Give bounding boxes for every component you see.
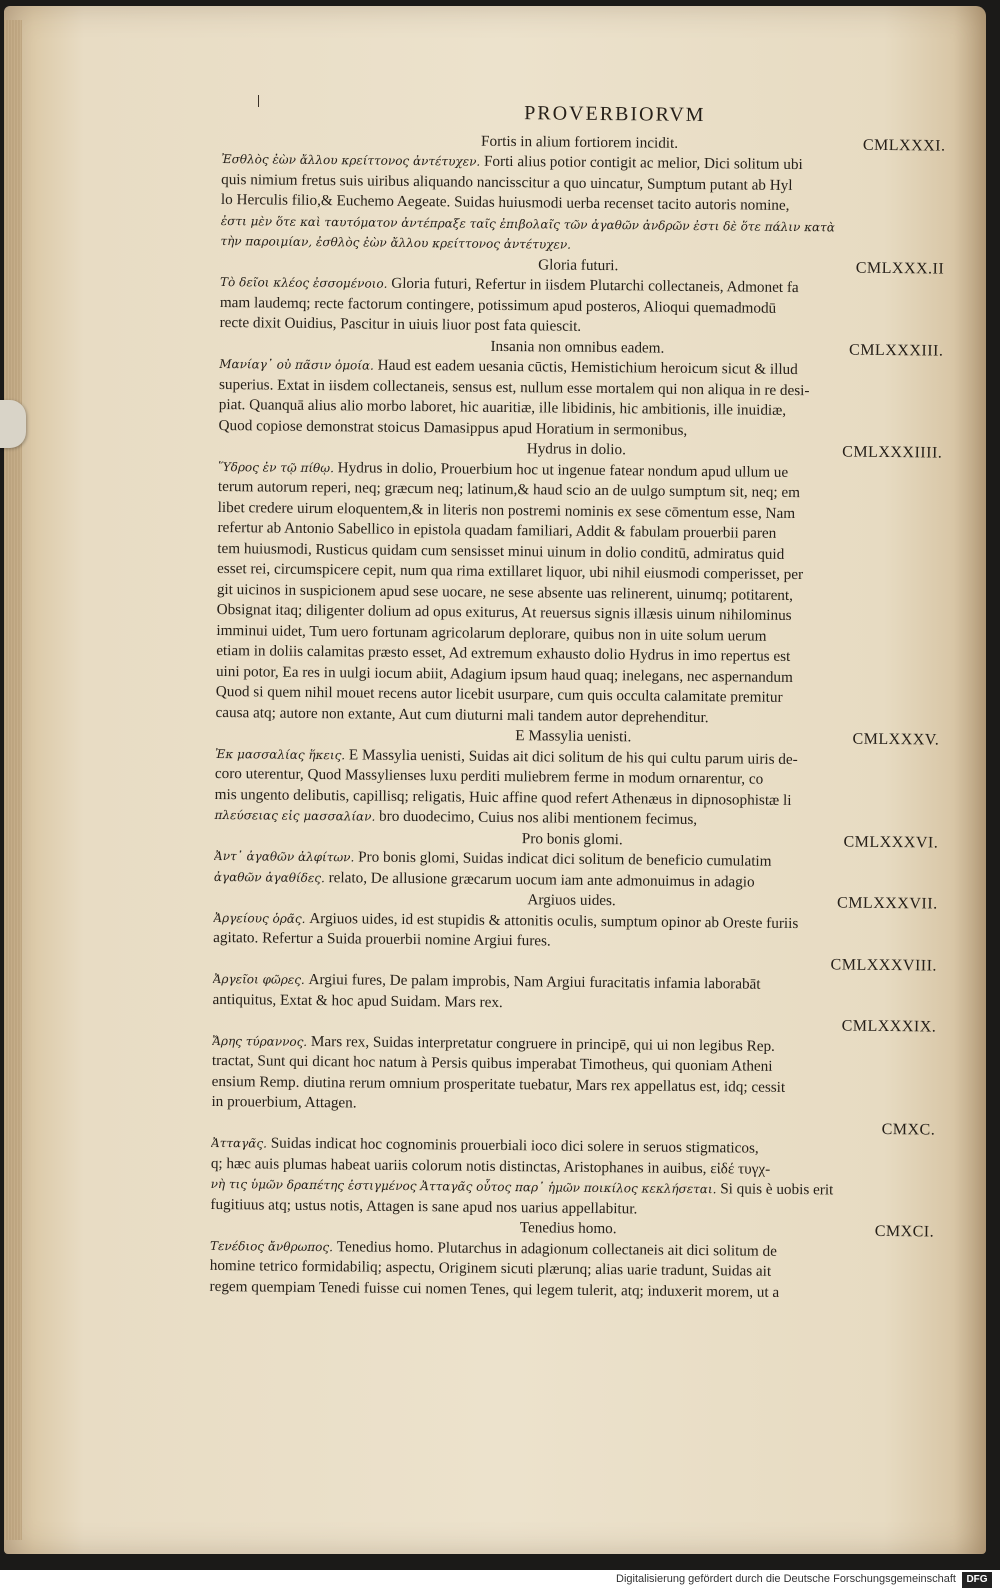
entry-number: CMLXXXIII.	[849, 341, 944, 360]
proverb-entry	[215, 436, 943, 730]
greek-text: Τενέδιος ἄνθρωπος.	[209, 1238, 334, 1254]
entry-number: CMLXXX.II	[855, 259, 945, 278]
latin-text: E Massylia uenisti, Suidas ait dici solitum de his qui cultu parum uiris de-	[348, 745, 798, 768]
latin-text: etiam in doliis calamitas præsto esset, Ad extremum exhausto dolio Hydrus in imo repertus est	[216, 641, 791, 665]
latin-text: Tenedius homo. Plutarchus in adagionum collectaneis ait dici solitum de	[336, 1237, 777, 1260]
greek-text: Ἀργεῖοι φῶρες.	[212, 971, 305, 987]
proverb-entry	[213, 887, 938, 956]
latin-text: mis ungento delibutis, capillisq; religatis, Huic affine quod refert Athenæus in dipnosophistæ li	[214, 785, 792, 809]
proverb-entry	[214, 723, 940, 833]
entry-title: Fortis in alium fortiorem incidit.	[480, 132, 679, 152]
greek-text: Ἀργείους ὁρᾶς.	[213, 910, 306, 926]
entry-title: Tenedius homo.	[519, 1219, 617, 1238]
greek-text: ἐστι μὲν ὅτε καὶ ταυτόματον ἀντέπραξε ταῖς ἐπιβολαῖς τῶν ἀγαθῶν ἀνδρῶν ἐστι δὲ ὅτε πάλιν κατὰ	[220, 213, 835, 234]
greek-text: τὴν παροιμίαν, ἐσθλὸς ἐὼν ἄλλου κρείττονος ἀντέτυχεν.	[220, 233, 572, 252]
latin-text: Mars rex, Suidas interpretatur congruere in principē, qui ui non legibus Rep.	[310, 1032, 775, 1055]
latin-text: q; hæc auis plumas habeat uariis colorum notis distinctas, Aristophanes in auibus, εἰδέ τυγχ-	[210, 1154, 771, 1178]
running-head: PROVERBIORVM	[524, 102, 706, 127]
latin-text: Gloria futuri, Refertur in iisdem Plutarchi collectaneis, Admonet fa	[391, 274, 799, 297]
latin-text: Obsignat itaq; diligenter dolium ad opus exiturus, At reuersus signis illæsis uinum nihilominus	[216, 600, 792, 624]
proverb-entry	[219, 251, 945, 340]
entry-title: Pro bonis glomi.	[521, 829, 623, 848]
digitization-credit: Digitalisierung gefördert durch die Deutsche Forschungsgemeinschaft	[616, 1573, 956, 1585]
page-text-block	[209, 100, 946, 1304]
greek-text: ἀγαθῶν ἀγαθίδες.	[213, 869, 325, 885]
greek-text: Ἐκ μασσαλίας ἥκεις.	[215, 746, 346, 762]
greek-text: Ἀτταγᾶς.	[211, 1135, 268, 1151]
latin-text: esset rei, circumspicere cepit, num qua rima extillaret liquor, ubi nihil eiusmodi comperisset, per	[217, 559, 804, 584]
latin-text: quis nimium fretus suis uiribus aliquando nancisscitur a quo uincatur, Sumptum putant ab Hyl	[221, 170, 793, 194]
latin-text: Quod copiose demonstrat stoicus Damasippus apud Horatium in sermonibus,	[218, 416, 688, 439]
latin-text: homine tetrico formidabiliq; aspectu, Originem sicuti plærunq; alias uarie tradunt, Suidas ait	[209, 1256, 772, 1280]
greek-text: Ἐσθλὸς ἐὼν ἄλλου κρείττονος ἀντέτυχεν.	[221, 151, 481, 169]
latin-text: Argiuos uides, id est stupidis & attonitis oculis, sumptum opinor ab Oreste furiis	[309, 909, 799, 932]
latin-text: agitato. Refertur a Suida prouerbii nomine Argiui fures.	[213, 928, 551, 950]
latin-text: Pro bonis glomi, Suidas indicat dici solitum de beneficio cumulatim	[358, 848, 772, 870]
entry-number: CMLXXXVII.	[836, 894, 938, 913]
proverb-entry	[213, 825, 939, 894]
proverb-entry	[210, 1112, 936, 1222]
proverb-entry	[212, 948, 938, 1017]
latin-text: lo Herculis filio,& Euchemo Aegeate. Suidas huiusmodi uerba recenset tacito autoris nomine,	[220, 190, 790, 214]
entry-number: CMXC.	[881, 1120, 936, 1139]
latin-text: Haud est eadem uesania cūctis, Hemistichium heroicum sicut & illud	[377, 356, 798, 379]
latin-text: ensium Remp. diutina rerum omnium prosperitate tuebatur, Mars rex appellatus est, idq; cessit	[211, 1072, 786, 1096]
entry-number: CMLXXXV.	[852, 730, 940, 749]
greek-text: Ἄρης τύραννος.	[212, 1033, 308, 1049]
proverb-entry	[211, 1010, 937, 1120]
entry-title: Hydrus in dolio.	[526, 440, 627, 459]
proverb-entry	[218, 333, 944, 443]
latin-text: fugitiuus atq; ustus notis, Attagen is sane apud nos uarius appellabitur.	[210, 1195, 638, 1217]
latin-text: Quod si quem nihil mouet recens autor licebit usurpare, cum quis occulta calamitate premitur	[215, 682, 783, 706]
greek-text: νὴ τις ὑμῶν δραπέτης ἐστιγμένος Ἀτταγᾶς οὗτος παρ᾽ ἡμῶν ποικίλος κεκλήσεται.	[210, 1176, 717, 1197]
latin-text: refertur ab Antonio Sabellico in epistola quadam familiari, Addit & fabulam prouerbii paren	[217, 518, 777, 542]
latin-text: imminui uidet, Tum uero fortunam agricolarum deplorare, quibus non in uite solum uerum	[216, 621, 767, 645]
greek-text: Μανίαγ᾽ οὐ πᾶσιν ὁμοία.	[219, 356, 374, 373]
latin-text: mam laudemq; recte factorum contingere, potissimum apud posteros, Alioqui quemadmodū	[219, 293, 777, 317]
entry-title: Gloria futuri.	[538, 255, 619, 274]
latin-text: uini potor, Ea res in uulgi iocum abiit, Adagium ipsum haud quaq; inelegans, nec aspernandum	[215, 662, 793, 686]
entry-title: Insania non omnibus eadem.	[490, 337, 665, 357]
latin-text: libet credere uirum eloquentem,& in literis non postremi nominis ex sese cōmentum esse, Nam	[217, 498, 796, 522]
latin-text: tractat, Sunt qui dicant hoc natum à Persis quibus imperabat Timotheus, qui quoniam Atheni	[211, 1051, 773, 1075]
entry-number: CMLXXXIX.	[841, 1017, 937, 1036]
latin-text: in prouerbium, Attagen.	[211, 1092, 357, 1112]
latin-text: antiquitus, Extat & hoc apud Suidam. Mars rex.	[212, 990, 503, 1011]
page-tab-marker	[0, 400, 26, 448]
latin-text: Forti alius potior contigit ac melior, Dici solitum ubi	[483, 152, 803, 174]
latin-text: Si quis è uobis erit	[720, 1180, 834, 1199]
entries-list	[209, 128, 946, 1304]
entry-number: CMLXXXVIII.	[830, 955, 938, 975]
latin-text: recte dixit Ouidius, Pascitur in uiuis liuor post fata quiescit.	[219, 313, 582, 335]
greek-text: Ἀντ᾽ ἀγαθῶν ἀλφίτων.	[214, 848, 355, 865]
greek-text: Τὸ δεῖοι κλέος ἐσσομένοιο.	[220, 274, 388, 291]
greek-text: πλεύσειας εἰς μασσαλίαν.	[214, 807, 376, 824]
latin-text: superius. Extat in iisdem collectaneis, sensus est, nullum esse mortalem qui non aliqua in re desi-	[218, 375, 810, 399]
latin-text: Hydrus in dolio, Prouerbium hoc ut ingenue fatear nondum apud ullum ue	[337, 458, 789, 481]
latin-text: git uicinos in suspicionem apud sese uocare, ne sese absente uas relinerent, uinumq; potitarent,	[216, 580, 794, 604]
latin-text: Suidas indicat hoc cognominis prouerbiali ioco dici solere in seruos stigmaticos,	[270, 1134, 759, 1157]
latin-text: terum autorum reperi, neq; græcum neq; latinum,& haud scio an de uulgo sumptum sit, neq; em	[217, 477, 801, 502]
dfg-logo: DFG	[962, 1572, 992, 1588]
entry-number: CMXCI.	[874, 1222, 935, 1241]
entry-number: CMLXXXI.	[862, 136, 946, 155]
proverb-entry	[220, 128, 946, 258]
greek-text: Ὕδρος ἐν τῷ πίθῳ.	[218, 459, 335, 475]
latin-text: tem huiusmodi, Rusticus quidam cum sensisset minui uinum in dolio conditū, admiratus quid	[217, 539, 785, 563]
page-fore-edge	[4, 20, 22, 1540]
proverb-entry	[209, 1215, 935, 1304]
latin-text: causa atq; autore non extante, Aut cum diuturni mali tandem autor deprehenditur.	[215, 703, 709, 726]
latin-text: bro duodecimo, Cuius nos alibi mentionem fecimus,	[379, 807, 698, 829]
latin-text: Argiui fures, De palam improbis, Nam Argiui furacitatis infamia laborabāt	[308, 970, 761, 993]
entry-number: CMLXXXIIII.	[842, 443, 943, 462]
entry-title: Argiuos uides.	[527, 891, 616, 910]
latin-text: regem quempiam Tenedi fuisse cui nomen Tenes, qui legem tulerit, atq; induxerit morem, ut a	[209, 1277, 780, 1301]
latin-text: relato, De allusione græcarum uocum iam ante admonuimus in adagio	[328, 868, 755, 891]
latin-text: coro uterentur, Quod Massylienses luxu perditi muliebrem ferme in modum ornarentur, co	[214, 764, 764, 788]
entry-title: E Massylia uenisti.	[515, 727, 632, 746]
latin-text: piat. Quanquā alius alio morbo laboret, hic auaritiæ, ille libidinis, hic ambitionis, ille inuidiæ,	[218, 395, 787, 419]
entry-number: CMLXXXVI.	[843, 833, 939, 852]
